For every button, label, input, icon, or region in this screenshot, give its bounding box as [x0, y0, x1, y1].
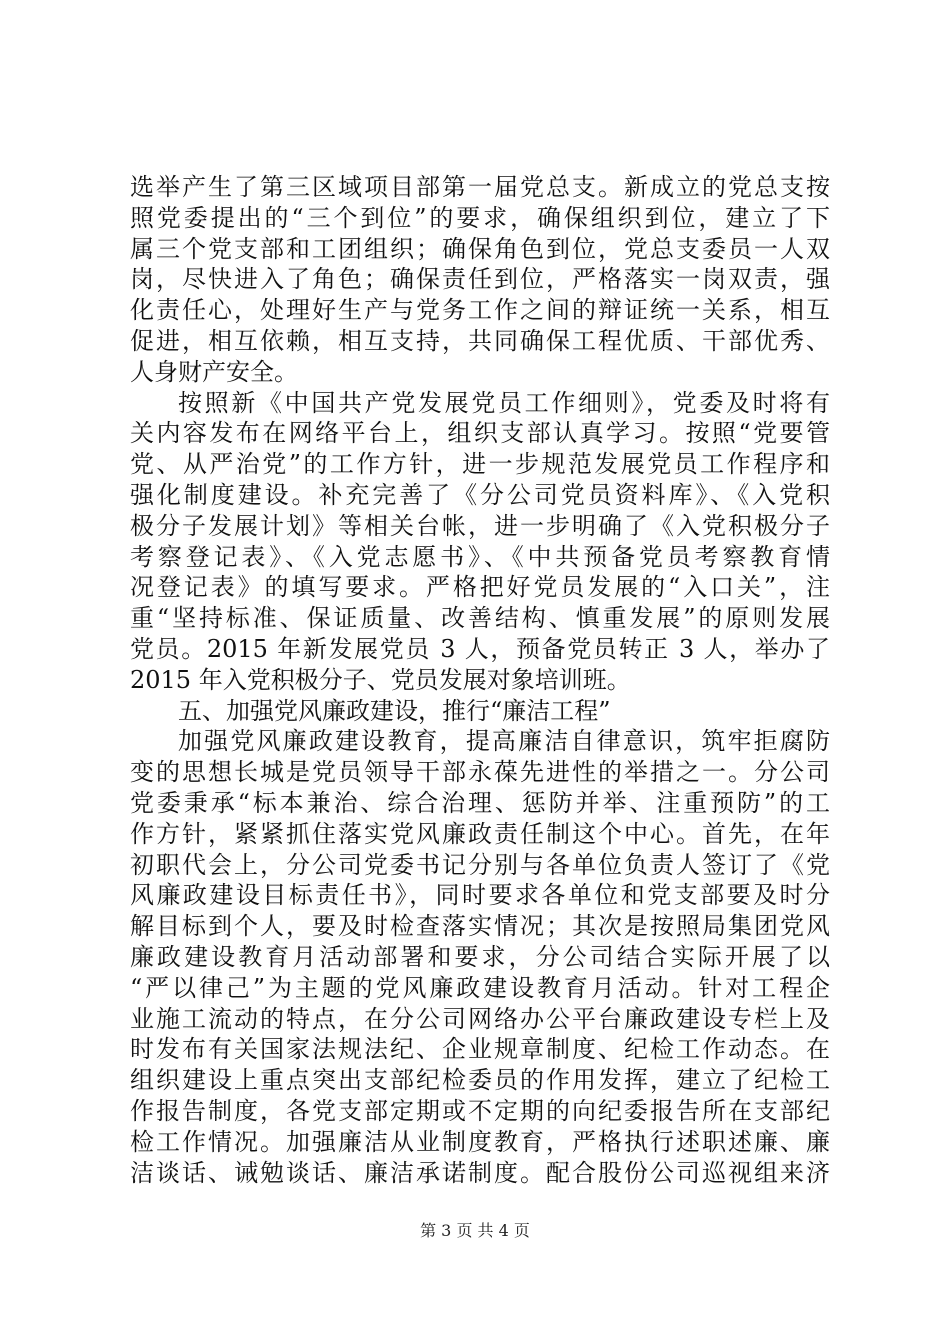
text-line: “严以律己”为主题的党风廉政建设教育月活动。针对工程企	[130, 973, 830, 1002]
text-line: 洁谈话、诫勉谈话、廉洁承诺制度。配合股份公司巡视组来济	[130, 1158, 830, 1187]
text-line: 党委秉承“标本兼治、综合治理、惩防并举、注重预防”的工	[130, 788, 830, 817]
text-line: 考察登记表》、《入党志愿书》、《中共预备党员考察教育情	[130, 542, 830, 571]
text-line: 重“坚持标准、保证质量、改善结构、慎重发展”的原则发展	[130, 604, 830, 633]
text-line: 促进，相互依赖，相互支持，共同确保工程优质、干部优秀、	[130, 326, 830, 355]
text-line: 化责任心，处理好生产与党务工作之间的辩证统一关系，相互	[130, 296, 830, 325]
page-number: 第 3 页 共 4 页	[420, 1221, 530, 1240]
text-line: 属三个党支部和工团组织；确保角色到位，党总支委员一人双	[130, 234, 830, 263]
text-line: 变的思想长城是党员领导干部永葆先进性的举措之一。分公司	[130, 758, 830, 787]
text-line: 岗，尽快进入了角色；确保责任到位，严格落实一岗双责，强	[130, 265, 830, 294]
text-line: 党、从严治党”的工作方针，进一步规范发展党员工作程序和	[130, 450, 830, 479]
document-body	[130, 172, 830, 1188]
text-line: 廉政建设教育月活动部署和要求，分公司结合实际开展了以	[130, 942, 830, 971]
text-line: 极分子发展计划》等相关台帐，进一步明确了《入党积极分子	[130, 511, 830, 540]
text-line: 时发布有关国家法规法纪、企业规章制度、纪检工作动态。在	[130, 1035, 830, 1064]
text-line: 业施工流动的特点，在分公司网络办公平台廉政建设专栏上及	[130, 1004, 830, 1033]
text-line: 党员。2015 年新发展党员 3 人，预备党员转正 3 人，举办了	[130, 634, 830, 663]
text-line: 组织建设上重点突出支部纪检委员的作用发挥，建立了纪检工	[130, 1066, 830, 1095]
text-line: 检工作情况。加强廉洁从业制度教育，严格执行述职述廉、廉	[130, 1127, 830, 1156]
text-line: 解目标到个人，要及时检查落实情况；其次是按照局集团党风	[130, 912, 830, 941]
text-line: 照党委提出的“三个到位”的要求，确保组织到位，建立了下	[130, 203, 830, 232]
text-line: 风廉政建设目标责任书》，同时要求各单位和党支部要及时分	[130, 881, 830, 910]
text-line: 2015 年入党积极分子、党员发展对象培训班。	[130, 665, 631, 694]
text-line: 人身财产安全。	[130, 357, 298, 386]
page-footer	[0, 1221, 950, 1241]
text-line: 作方针，紧紧抓住落实党风廉政责任制这个中心。首先，在年	[130, 819, 830, 848]
text-line: 初职代会上，分公司党委书记分别与各单位负责人签订了《党	[130, 850, 830, 879]
section-heading: 五、加强党风廉政建设，推行“廉洁工程”	[178, 696, 611, 725]
text-line: 加强党风廉政建设教育，提高廉洁自律意识，筑牢拒腐防	[178, 727, 830, 756]
text-line: 况登记表》的填写要求。严格把好党员发展的“入口关”，注	[130, 573, 830, 602]
text-line: 作报告制度，各党支部定期或不定期的向纪委报告所在支部纪	[130, 1096, 830, 1125]
text-line: 选举产生了第三区域项目部第一届党总支。新成立的党总支按	[130, 173, 830, 201]
text-line: 强化制度建设。补充完善了《分公司党员资料库》、《入党积	[130, 480, 830, 509]
text-line: 按照新《中国共产党发展党员工作细则》，党委及时将有	[178, 388, 830, 417]
text-line: 关内容发布在网络平台上，组织支部认真学习。按照“党要管	[130, 419, 830, 448]
